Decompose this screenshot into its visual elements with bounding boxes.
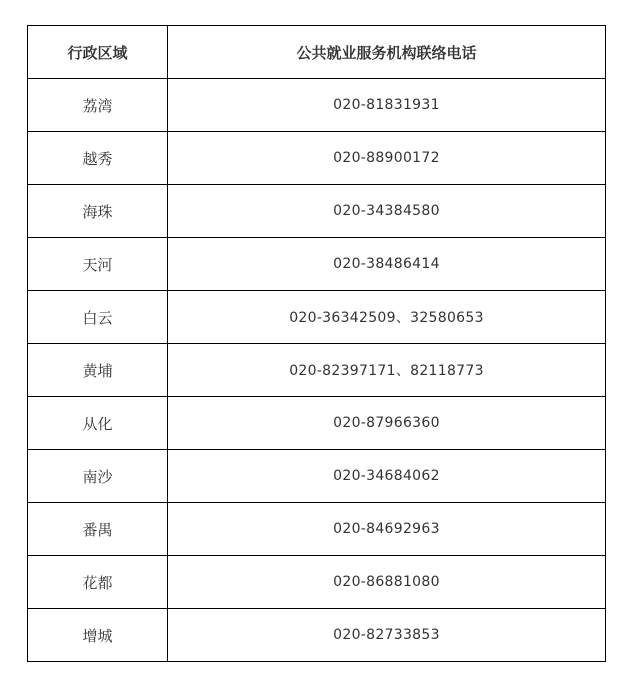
phone-cell: 020-87966360 xyxy=(168,397,606,450)
phone-cell: 020-88900172 xyxy=(168,132,606,185)
district-cell: 荔湾 xyxy=(28,79,168,132)
district-cell: 番禺 xyxy=(28,503,168,556)
district-cell: 增城 xyxy=(28,609,168,662)
table-row xyxy=(28,291,606,344)
phone-cell: 020-86881080 xyxy=(168,556,606,609)
phone-cell: 020-81831931 xyxy=(168,79,606,132)
phone-cell: 020-34384580 xyxy=(168,185,606,238)
phone-cell: 020-34684062 xyxy=(168,450,606,503)
phone-cell: 020-82733853 xyxy=(168,609,606,662)
table-body xyxy=(28,79,606,662)
table-row xyxy=(28,450,606,503)
phone-cell: 020-84692963 xyxy=(168,503,606,556)
header-phone: 公共就业服务机构联络电话 xyxy=(168,26,606,79)
header-district: 行政区域 xyxy=(28,26,168,79)
district-cell: 天河 xyxy=(28,238,168,291)
table-row xyxy=(28,503,606,556)
table-row xyxy=(28,609,606,662)
table-row xyxy=(28,556,606,609)
district-cell: 从化 xyxy=(28,397,168,450)
table-row xyxy=(28,344,606,397)
header-row xyxy=(28,26,606,79)
phone-cell: 020-82397171、82118773 xyxy=(168,344,606,397)
table-row xyxy=(28,238,606,291)
table-header xyxy=(28,26,606,79)
district-cell: 南沙 xyxy=(28,450,168,503)
district-cell: 越秀 xyxy=(28,132,168,185)
phone-cell: 020-38486414 xyxy=(168,238,606,291)
district-cell: 海珠 xyxy=(28,185,168,238)
district-cell: 花都 xyxy=(28,556,168,609)
district-cell: 白云 xyxy=(28,291,168,344)
table-row xyxy=(28,79,606,132)
table-row xyxy=(28,397,606,450)
table-row xyxy=(28,185,606,238)
table-row xyxy=(28,132,606,185)
employment-contact-table xyxy=(27,25,606,662)
phone-cell: 020-36342509、32580653 xyxy=(168,291,606,344)
district-cell: 黄埔 xyxy=(28,344,168,397)
